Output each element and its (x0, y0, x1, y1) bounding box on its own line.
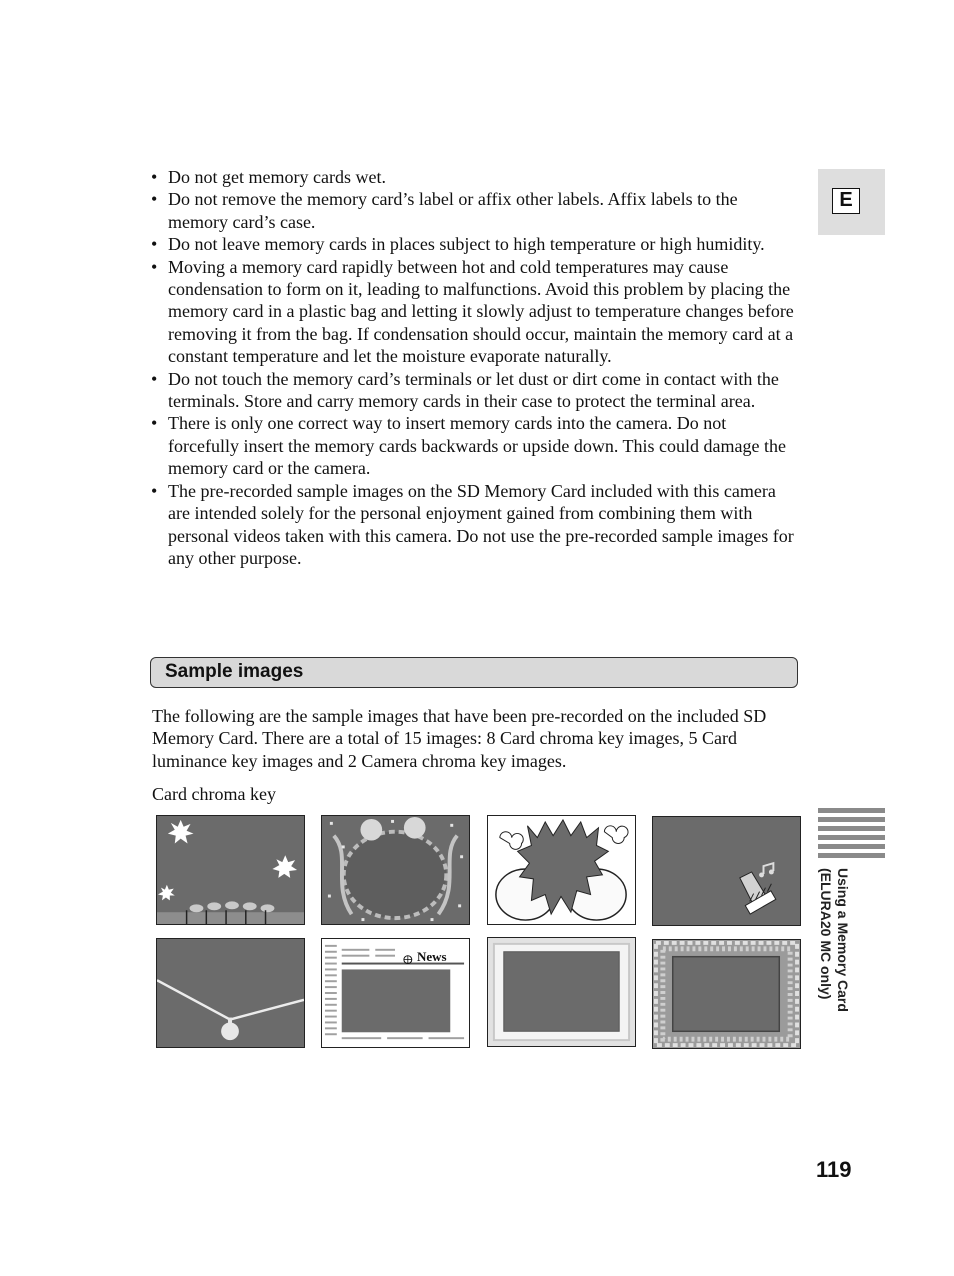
sample-image-music (652, 816, 801, 926)
list-item: • Do not touch the memory card’s terminals or let dust or dirt come in contact with the terminals. Store and carry memory cards in their case to protect the terminal area. (150, 368, 800, 413)
section-title: Sample images (165, 661, 304, 682)
bullet-list (150, 166, 800, 569)
image-group-caption: Card chroma key (152, 784, 276, 804)
section-header (150, 657, 798, 688)
sample-image-stage (156, 815, 305, 925)
chapter-label-line2: (ELURA20 MC only) (818, 868, 834, 1000)
list-item: • There is only one correct way to insert memory cards into the camera. Do not forcefully insert the memory cards backwards or upside down. This could damage the memory card or the camera. (150, 412, 800, 479)
sample-image-newspaper (321, 938, 470, 1048)
list-item: • Moving a memory card rapidly between hot and cold temperatures may cause condensation to form on it, leading to malfunctions. Avoid this problem by placing the memory card in a plastic bag and letting it slowly adjust to temperature changes before removing it from the bag. If condensation should occur, maintain the memory card at a constant temperature and let the moisture evaporate naturally. (150, 256, 800, 368)
sample-image-frame (487, 937, 636, 1047)
chapter-label-line1: Using a Memory Card (835, 868, 851, 1012)
list-item: • Do not get memory cards wet. (150, 166, 800, 188)
list-item: • Do not remove the memory card’s label or affix other labels. Affix labels to the memory card’s case. (150, 188, 800, 233)
list-item: • The pre-recorded sample images on the SD Memory Card included with this camera are intended solely for the personal enjoyment gained from combining them with personal videos taken with this camera. Do not use the pre-recorded sample images for any other purpose. (150, 480, 800, 570)
chapter-side-label (817, 868, 851, 1058)
page-number: 119 (816, 1157, 852, 1182)
list-item: • Do not leave memory cards in places subject to high temperature or high humidity. (150, 233, 800, 255)
sample-image-eggshell (487, 815, 636, 925)
language-tab-letter: E (832, 188, 860, 214)
intro-paragraph: The following are the sample images that have been pre-recorded on the included SD Memory Card. There are a total of 15 images: 8 Card chroma key images, 5 Card luminance key images and 2 Camera chroma key images. (152, 706, 767, 771)
section-stripes (818, 808, 885, 862)
language-tab (818, 169, 885, 235)
news-label: News (417, 949, 447, 964)
sample-image-pendant (156, 938, 305, 1048)
sample-image-ornate-frame (652, 939, 801, 1049)
sample-image-celebration (321, 815, 470, 925)
